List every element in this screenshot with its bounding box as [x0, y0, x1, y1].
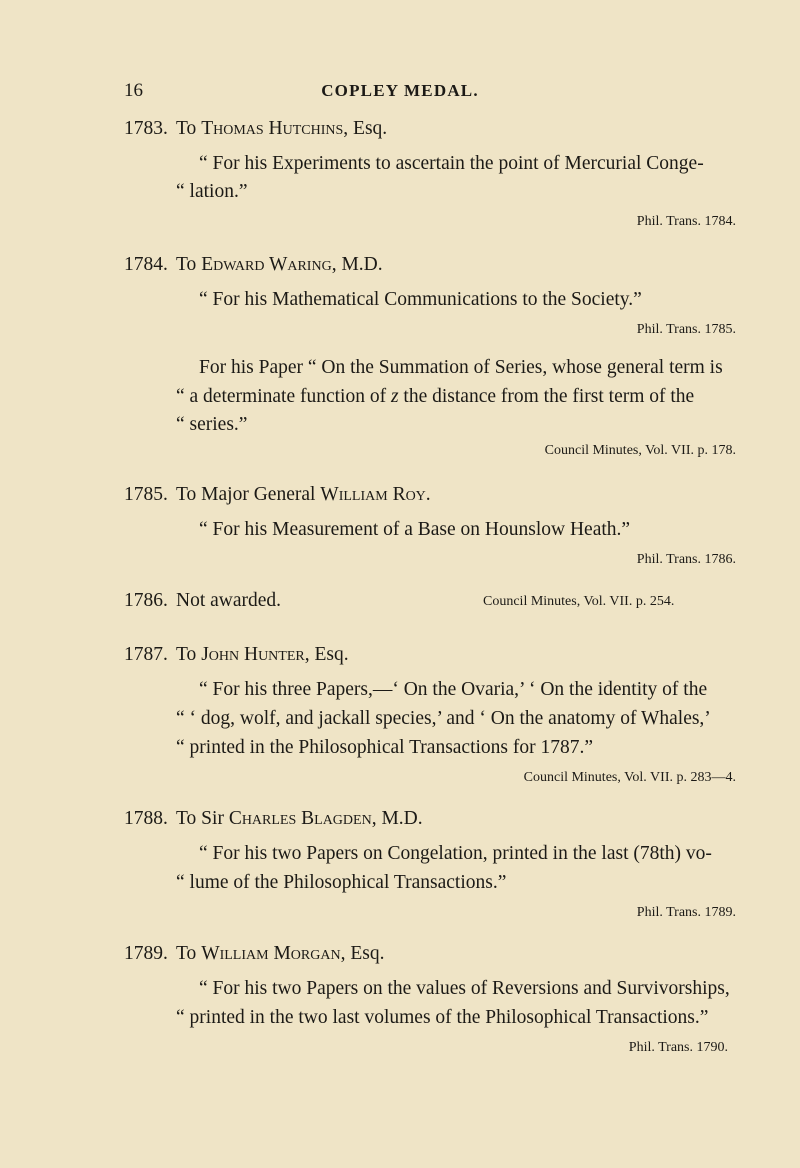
entry-recipient: To Edward Waring, M.D. — [176, 254, 383, 275]
entry-year: 1783. — [124, 118, 168, 139]
citation-line: “ For his two Papers on the values of Reversions and Survivorships, — [199, 978, 730, 999]
running-title: COPLEY MEDAL. — [321, 81, 479, 100]
recipient-name: Thomas Hutchins — [201, 118, 344, 139]
citation-line: “ printed in the Philosophical Transactions for 1787.” — [176, 737, 594, 758]
entry-recipient: To Sir Charles Blagden, M.D. — [176, 808, 423, 829]
entry-year: 1784. — [124, 254, 168, 275]
entry-recipient: To William Morgan, Esq. — [176, 943, 385, 964]
citation-line: “ For his Measurement of a Base on Hounslow Heath.” — [199, 519, 631, 540]
source-reference: Phil. Trans. 1784. — [636, 214, 736, 229]
citation-line: “ printed in the two last volumes of the Philosophical Transactions.” — [176, 1007, 709, 1028]
citation-line: “ For his three Papers,—‘ On the Ovaria,’ ‘ On the identity of the — [199, 679, 708, 700]
citation-line: “ For his two Papers on Congelation, printed in the last (78th) vo- — [199, 843, 712, 864]
source-reference: Phil. Trans. 1785. — [636, 322, 736, 337]
recipient-name: William Morgan — [201, 943, 341, 964]
page-header — [0, 80, 800, 106]
page-number: 16 — [124, 80, 143, 101]
recipient-name: John Hunter — [201, 644, 305, 665]
recipient-name: William Roy — [320, 484, 426, 505]
entry-recipient: To Thomas Hutchins, Esq. — [176, 118, 388, 139]
entry-year: 1786. — [124, 590, 168, 611]
source-reference: Phil. Trans. 1789. — [636, 905, 736, 920]
citation-line: “ lume of the Philosophical Transactions.” — [176, 872, 507, 893]
citation-line: “ For his Mathematical Communications to the Society.” — [199, 289, 642, 310]
source-reference: Phil. Trans. 1786. — [636, 552, 736, 567]
entry-year: 1787. — [124, 644, 168, 665]
citation-line: “ For his Experiments to ascertain the point of Mercurial Conge- — [199, 153, 704, 174]
source-reference: Council Minutes, Vol. VII. p. 283—4. — [523, 770, 736, 785]
entry-recipient: To John Hunter, Esq. — [176, 644, 349, 665]
variable-z: z — [390, 386, 399, 407]
entry-year: 1785. — [124, 484, 168, 505]
recipient-name: Edward Waring — [201, 254, 332, 275]
recipient-name: Charles Blagden — [228, 808, 372, 829]
entry-year: 1789. — [124, 943, 168, 964]
citation-line: “ ‘ dog, wolf, and jackall species,’ and ‘ On the anatomy of Whales,’ — [176, 708, 711, 729]
entry-text: Not awarded. — [176, 590, 282, 611]
paper-line: “ a determinate function of z the distance from the first term of the — [176, 386, 695, 407]
source-reference: Council Minutes, Vol. VII. p. 254. — [483, 594, 675, 609]
entry-recipient: To Major General William Roy. — [176, 484, 431, 505]
source-reference: Council Minutes, Vol. VII. p. 178. — [544, 443, 736, 458]
entry-year: 1788. — [124, 808, 168, 829]
paper-line: For his Paper “ On the Summation of Series, whose general term is — [199, 357, 723, 378]
citation-line: “ lation.” — [176, 181, 248, 202]
paper-line: “ series.” — [176, 414, 248, 435]
source-reference: Phil. Trans. 1790. — [628, 1040, 728, 1055]
